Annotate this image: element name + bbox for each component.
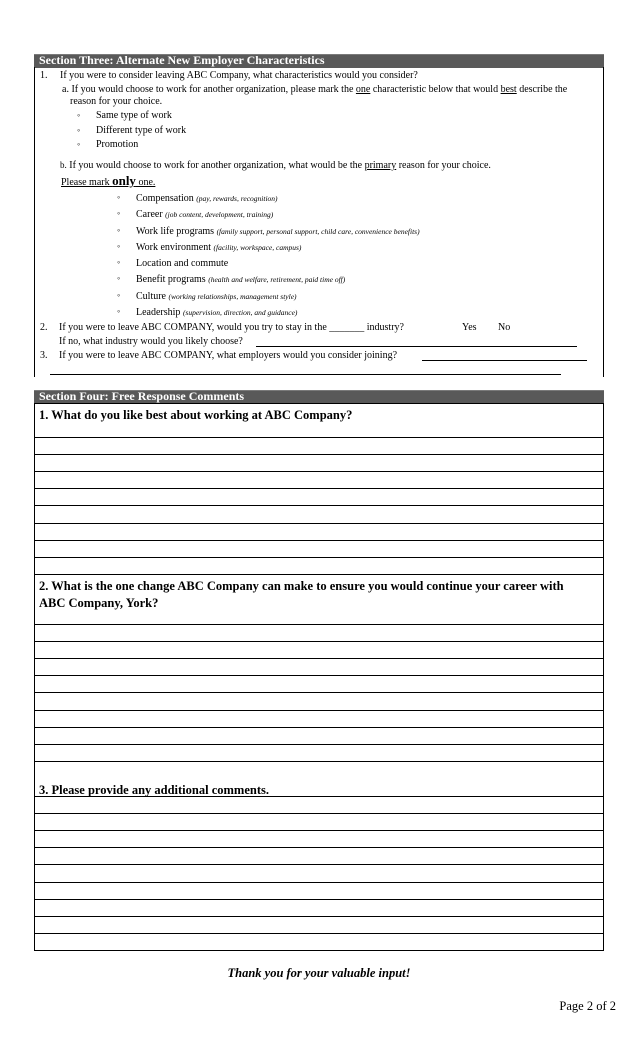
response-line[interactable] (34, 710, 604, 711)
response-line[interactable] (34, 624, 604, 625)
option-item (136, 307, 297, 319)
option-label: Leadership (136, 307, 181, 318)
response-line[interactable] (34, 864, 604, 865)
response-line[interactable] (34, 830, 604, 831)
response-line[interactable] (34, 675, 604, 676)
free-response-q3: 3. Please provide any additional comments. (39, 783, 269, 797)
free-response-q2-line2: ABC Company, York? (39, 596, 159, 610)
response-line[interactable] (34, 813, 604, 814)
option-label: Same type of work (96, 110, 172, 121)
response-line[interactable] (34, 847, 604, 848)
option-hint: (facility, workspace, campus) (213, 243, 302, 252)
response-line[interactable] (34, 505, 604, 506)
q2-followup-answer-line[interactable] (256, 346, 577, 347)
radio-bullet-icon[interactable]: ◦ (117, 273, 121, 283)
response-line[interactable] (34, 761, 604, 762)
section-three-left-border (34, 67, 35, 377)
q3-answer-line-1[interactable] (422, 360, 587, 361)
q1-number: 1. (40, 70, 48, 81)
response-line[interactable] (34, 471, 604, 472)
q2-number: 2. (40, 322, 48, 333)
option-hint: (job content, development, training) (165, 210, 274, 219)
q2-text: If you were to leave ABC COMPANY, would you try to stay in the _______ industry? (59, 322, 404, 333)
section-four-title: Section Four: Free Response Comments (39, 389, 245, 403)
option-item (136, 291, 297, 303)
response-line[interactable] (34, 658, 604, 659)
response-line[interactable] (34, 727, 604, 728)
q1b-mark-instruction: Please mark only one. (61, 173, 156, 188)
option-label: Benefit programs (136, 274, 206, 285)
option-label: Compensation (136, 193, 194, 204)
response-line[interactable] (34, 899, 604, 900)
option-hint: (health and welfare, retirement, paid time off) (208, 275, 346, 284)
page-number: Page 2 of 2 (559, 999, 616, 1013)
radio-bullet-icon[interactable]: ◦ (117, 306, 121, 316)
option-label: Career (136, 209, 163, 220)
option-label: Work environment (136, 242, 212, 253)
radio-bullet-icon[interactable]: ◦ (77, 110, 81, 120)
q2-no-option[interactable]: No (498, 322, 511, 333)
response-line[interactable] (34, 744, 604, 745)
response-line[interactable] (34, 916, 604, 917)
free-response-q1: 1. What do you like best about working at ABC Company? (39, 408, 353, 422)
radio-bullet-icon[interactable]: ◦ (77, 139, 81, 149)
response-line[interactable] (34, 933, 604, 934)
response-line[interactable] (34, 557, 604, 558)
q1b-text: b. If you would choose to work for another organization, what would be the primary reason for your choice. (60, 160, 491, 171)
option-hint: (pay, rewards, recognition) (196, 194, 278, 203)
response-line[interactable] (34, 796, 604, 797)
response-line[interactable] (34, 488, 604, 489)
q2-yes-option[interactable]: Yes (462, 322, 477, 333)
section-three-header (34, 54, 604, 68)
option-hint: (family support, personal support, child care, convenience benefits) (216, 227, 420, 236)
radio-bullet-icon[interactable]: ◦ (117, 241, 121, 251)
option-label: Different type of work (96, 124, 187, 136)
option-item (136, 193, 278, 205)
response-line[interactable] (34, 437, 604, 438)
radio-bullet-icon[interactable]: ◦ (117, 257, 121, 267)
option-item (136, 209, 273, 221)
option-label: Work life programs (136, 226, 215, 237)
option-label: Location and commute (136, 258, 229, 269)
q3-text: If you were to leave ABC COMPANY, what employers would you consider joining? (59, 350, 398, 361)
response-line[interactable] (34, 574, 604, 575)
q3-number: 3. (40, 350, 48, 361)
option-label: Promotion (96, 139, 139, 150)
option-item (136, 274, 345, 286)
response-line[interactable] (34, 692, 604, 693)
radio-bullet-icon[interactable]: ◦ (117, 208, 121, 218)
q1a-text-line2: reason for your choice. (70, 96, 163, 107)
response-line[interactable] (34, 641, 604, 642)
section-three-title: Section Three: Alternate New Employer Characteristics (39, 53, 325, 67)
option-hint: (supervision, direction, and guidance) (182, 308, 298, 317)
option-item (136, 242, 301, 254)
q1a-text: a. If you would choose to work for another organization, please mark the one characteristic below that would best describe the (62, 84, 568, 95)
option-hint: (working relationships, management style) (168, 292, 297, 301)
response-line[interactable] (34, 454, 604, 455)
q3-answer-line-2[interactable] (50, 374, 561, 375)
thank-you-message: Thank you for your valuable input! (227, 966, 411, 980)
section-four-frame (34, 403, 604, 951)
response-line[interactable] (34, 540, 604, 541)
option-item (136, 226, 420, 238)
radio-bullet-icon[interactable]: ◦ (117, 225, 121, 235)
section-four-header (34, 390, 604, 404)
radio-bullet-icon[interactable]: ◦ (117, 290, 121, 300)
section-three-right-border (603, 67, 604, 377)
option-item (136, 258, 228, 270)
radio-bullet-icon[interactable]: ◦ (77, 124, 81, 135)
q2-followup: If no, what industry would you likely choose? (59, 336, 243, 347)
free-response-q2-line1: 2. What is the one change ABC Company can make to ensure you would continue your career with (39, 579, 564, 593)
response-line[interactable] (34, 882, 604, 883)
option-label: Culture (136, 291, 166, 302)
response-line[interactable] (34, 523, 604, 524)
q1-text: If you were to consider leaving ABC Company, what characteristics would you consider? (60, 70, 418, 81)
radio-bullet-icon[interactable]: ◦ (117, 192, 121, 202)
